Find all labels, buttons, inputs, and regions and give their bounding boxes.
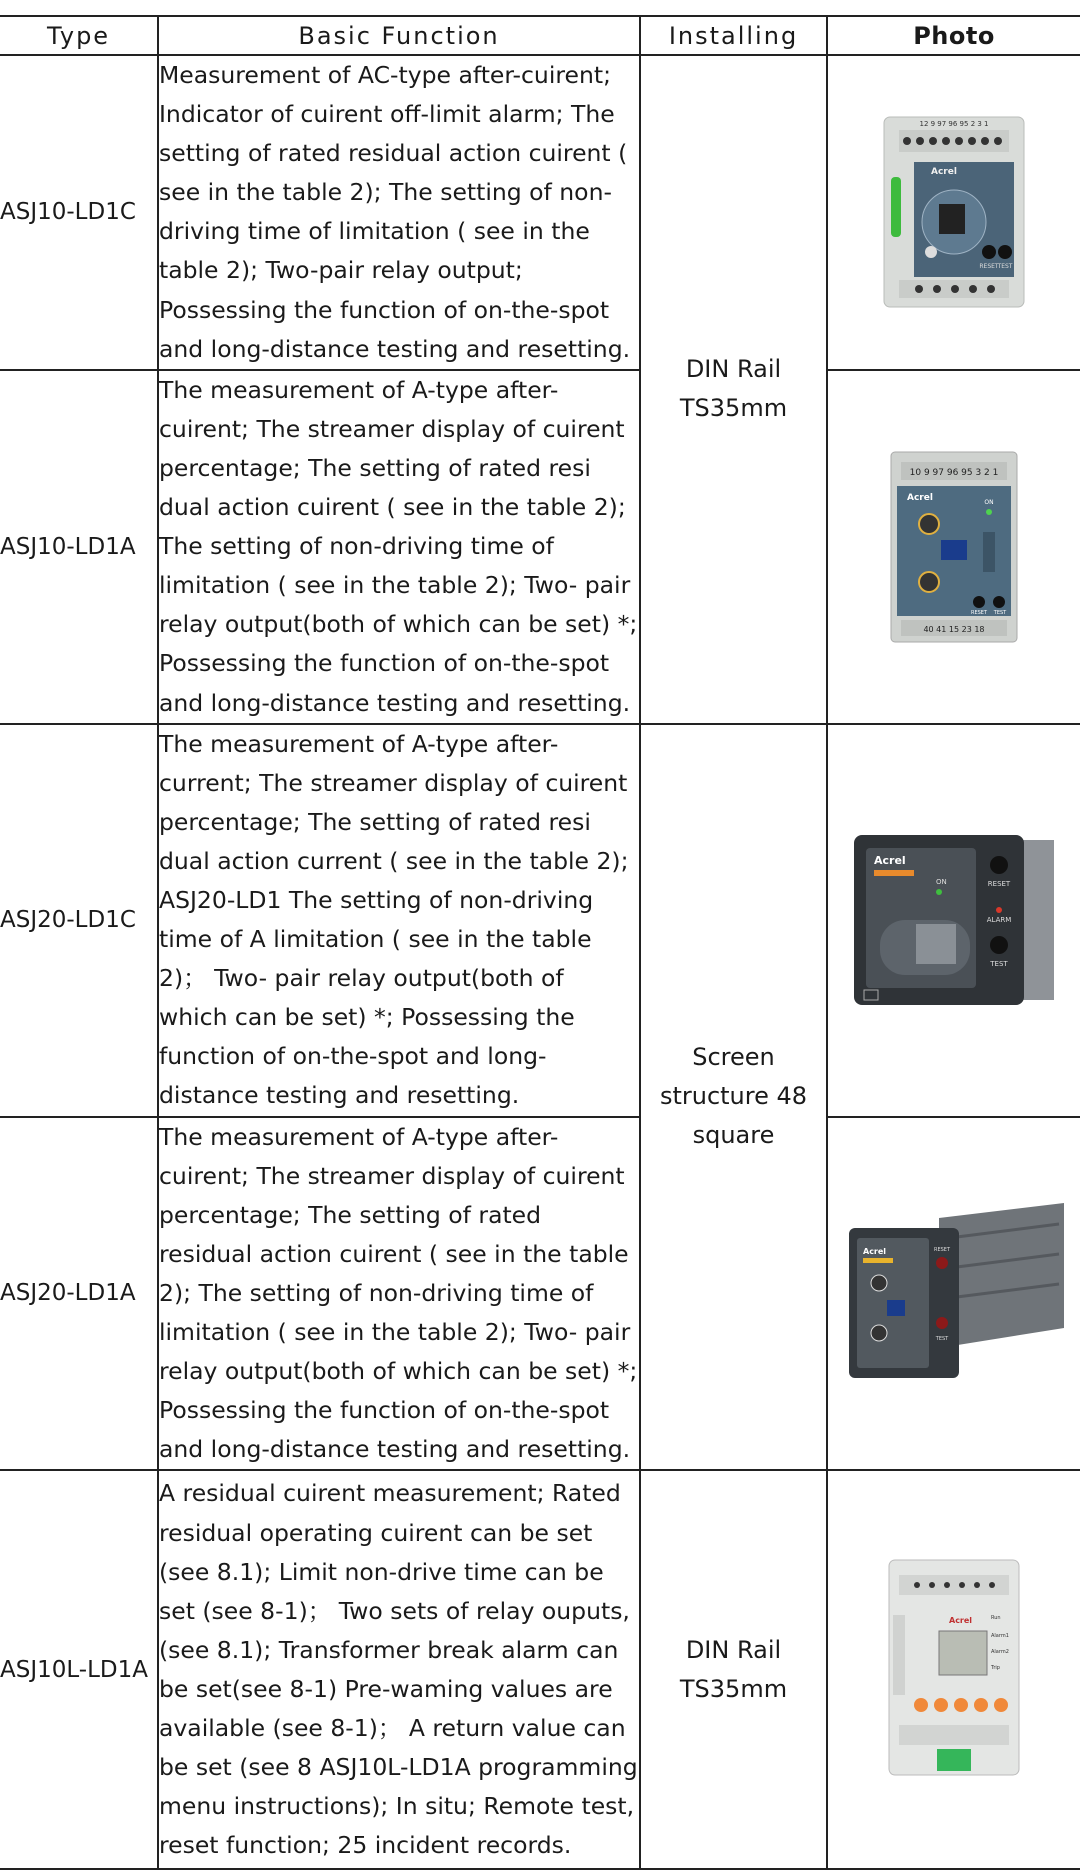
din-rail-module-photo xyxy=(869,112,1039,312)
type-cell: ASJ10-LD1C xyxy=(0,55,158,370)
brand-label: Acrel xyxy=(863,1247,887,1257)
brand-label: Acrel xyxy=(907,492,933,503)
test-label: TEST xyxy=(990,960,1008,969)
reset-label: RESET xyxy=(987,880,1011,889)
header-basic-function: Basic Function xyxy=(158,16,640,55)
run-label: Run xyxy=(991,1614,1001,1621)
din-rail-module-photo xyxy=(879,442,1029,652)
brand-label: Acrel xyxy=(949,1615,973,1625)
alarm2-label: Alarm2 xyxy=(991,1648,1009,1655)
function-cell: The measurement of A-type after-cuirent; The streamer display of cuirent percentage; The setting of rated residual action cuirent ( see in the table 2); The setting of non-driving time of limitation ( see in the table 2); Two- pair relay output(both of which can be set) *; Possessing the function of on-the-spot and long-distance testing and resetting. xyxy=(158,1117,640,1471)
on-label: ON xyxy=(984,498,994,506)
product-spec-table xyxy=(0,15,1080,1870)
photo-cell xyxy=(827,1117,1080,1471)
photo-cell xyxy=(827,1470,1080,1869)
photo-cell xyxy=(827,55,1080,370)
installing-cell: Screen structure 48 square xyxy=(640,724,827,1471)
panel-module-photo xyxy=(844,820,1064,1020)
table-row xyxy=(0,55,1080,370)
trip-label: Trip xyxy=(991,1664,1000,1671)
panel-module-photo xyxy=(839,1198,1069,1388)
header-row xyxy=(0,16,1080,55)
table-row xyxy=(0,1470,1080,1869)
test-label: TEST xyxy=(997,263,1013,271)
table-row xyxy=(0,370,1080,724)
reset-label: RESET xyxy=(933,1247,951,1254)
table-row xyxy=(0,1117,1080,1471)
type-cell: ASJ10L-LD1A xyxy=(0,1470,158,1869)
test-label: TEST xyxy=(935,1336,949,1343)
brand-label: Acrel xyxy=(874,854,906,868)
photo-cell xyxy=(827,724,1080,1117)
header-type: Type xyxy=(0,16,158,55)
terminal-top-label: 12 9 97 96 95 2 3 1 xyxy=(919,120,989,129)
reset-label: RESET xyxy=(970,609,988,616)
alarm-label: ALARM xyxy=(986,916,1012,925)
photo-cell xyxy=(827,370,1080,724)
reset-label: RESET xyxy=(979,263,999,271)
on-label: ON xyxy=(936,878,947,887)
din-rail-display-module-photo xyxy=(879,1555,1029,1785)
type-cell: ASJ10-LD1A xyxy=(0,370,158,724)
function-cell: The measurement of A-type after-current; The streamer display of cuirent percentage; The setting of rated resi dual action current ( see in the table 2); ASJ20-LD1 The setting of non-driving time of A limitation ( see in the table 2)； Two- pair relay output(both of which can be set) *; Possessing the function of on-the-spot and long-distance testing and resetting. xyxy=(158,724,640,1117)
function-cell: The measurement of A-type after-cuirent; The streamer display of cuirent percentage; The setting of rated resi dual action cuirent ( see in the table 2); The setting of non-driving time of limitation ( see in the table 2); Two- pair relay output(both of which can be set) *; Possessing the function of on-the-spot and long-distance testing and resetting. xyxy=(158,370,640,724)
type-cell: ASJ20-LD1A xyxy=(0,1117,158,1471)
table-row xyxy=(0,724,1080,1117)
installing-cell: DIN Rail TS35mm xyxy=(640,55,827,724)
alarm1-label: Alarm1 xyxy=(991,1632,1009,1639)
installing-cell: DIN Rail TS35mm xyxy=(640,1470,827,1869)
brand-label: Acrel xyxy=(931,167,957,178)
header-installing: Installing xyxy=(640,16,827,55)
function-cell: Measurement of AC-type after-cuirent; Indicator of cuirent off-limit alarm; The setting of rated residual action cuirent ( see in the table 2); The setting of non-driving time of limitation ( see in the table 2); Two-pair relay output; Possessing the function of on-the-spot and long-distance testing and resetting. xyxy=(158,55,640,370)
terminal-top-label: 10 9 97 96 95 3 2 1 xyxy=(909,467,999,478)
test-label: TEST xyxy=(993,609,1007,616)
function-cell: A residual cuirent measurement; Rated residual operating cuirent can be set (see 8.1); Limit non-drive time can be set (see 8-1)； Two sets of relay ouputs, (see 8.1); Transformer break alarm can be set(see 8-1) Pre-waming values are available (see 8-1)； A return value can be set (see 8 ASJ10L-LD1A programming menu instructions); In situ; Remote test, reset function; 25 incident records. xyxy=(158,1470,640,1869)
type-cell: ASJ20-LD1C xyxy=(0,724,158,1117)
terminal-bottom-label: 40 41 15 23 18 xyxy=(923,624,985,634)
header-photo: Photo xyxy=(827,16,1080,55)
